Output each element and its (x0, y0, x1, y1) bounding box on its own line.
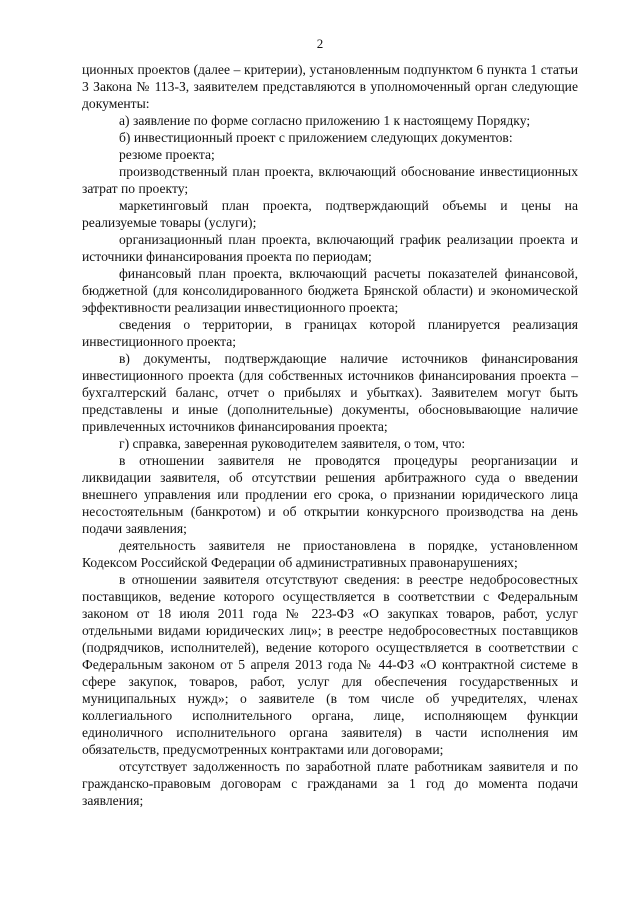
paragraph-production-plan: производственный план проекта, включающий обоснование инвестиционных затрат по проекту; (82, 164, 578, 196)
paragraph-criteria-continuation: ционных проектов (далее – критерии), установленным подпунктом 6 пункта 1 статьи 3 Закона № 113-З, заявителем представляются в уполномоченный орган следующие документы: (82, 62, 578, 111)
paragraph-activity-not-suspended: деятельность заявителя не приостановлена в порядке, установленном Кодексом Российской Федерации об административных правонарушениях; (82, 538, 578, 570)
paragraph-no-salary-debt: отсутствует задолженность по заработной плате работникам заявителя и по гражданско-правовым договорам с гражданами за 1 год до момента подачи заявления; (82, 759, 578, 808)
paragraph-no-registry-records: в отношении заявителя отсутствуют сведения: в реестре недобросовестных поставщиков, ведение которого осуществляется в соответствии с Федеральным законом от 18 июля 2011 года № 223-ФЗ «О закупках товаров, работ, услуг отдельными видами юридических лиц»; в реестре недобросовестных поставщиков (подрядчиков, исполнителей), ведение которого осуществляется в соответствии с Федеральным законом от 5 апреля 2013 года № 44-ФЗ «О контрактной системе в сфере закупок, товаров, работ, услуг для обеспечения государственных и муниципальных нужд»; о заявителе (в том числе об учредителях, членах коллегиального исполнительного органа, лице, исполняющем функции единоличного исполнительного органа заявителя) в части исполнения им обязательств, предусмотренных контрактами или договорами; (82, 572, 578, 757)
paragraph-item-g: г) справка, заверенная руководителем заявителя, о том, что: (119, 436, 466, 451)
paragraph-item-b: б) инвестиционный проект с приложением следующих документов: (119, 130, 513, 145)
paragraph-marketing-plan: маркетинговый план проекта, подтверждающий объемы и цены на реализуемые товары (услуги); (82, 198, 578, 230)
paragraph-territory-info: сведения о территории, в границах которой планируется реализация инвестиционного проекта; (82, 317, 578, 349)
paragraph-item-v: в) документы, подтверждающие наличие источников финансирования инвестиционного проекта (для собственных источников финансирования проекта – бухгалтерский баланс, отчет о прибылях и убытках). Заявителем могут быть представлены и иные (дополнительные) документы, обосновывающие наличие привлеченных источников финансирования проекта; (82, 351, 578, 434)
page-number: 2 (316, 36, 324, 51)
paragraph-organizational-plan: организационный план проекта, включающий график реализации проекта и источники финансирования проекта по периодам; (82, 232, 578, 264)
document-body (82, 61, 578, 809)
paragraph-financial-plan: финансовый план проекта, включающий расчеты показателей финансовой, бюджетной (для консолидированного бюджета Брянской области) и экономической эффективности реализации инвестиционного проекта; (82, 266, 578, 315)
paragraph-project-summary: резюме проекта; (119, 147, 215, 162)
paragraph-item-a: а) заявление по форме согласно приложению 1 к настоящему Порядку; (119, 113, 531, 128)
paragraph-no-reorganization: в отношении заявителя не проводятся процедуры реорганизации и ликвидации заявителя, об отсутствии решения арбитражного суда о введении внешнего управления или продлении его срока, о признании юридического лица несостоятельным (банкротом) и об открытии конкурсного производства на день подачи заявления; (82, 453, 578, 536)
